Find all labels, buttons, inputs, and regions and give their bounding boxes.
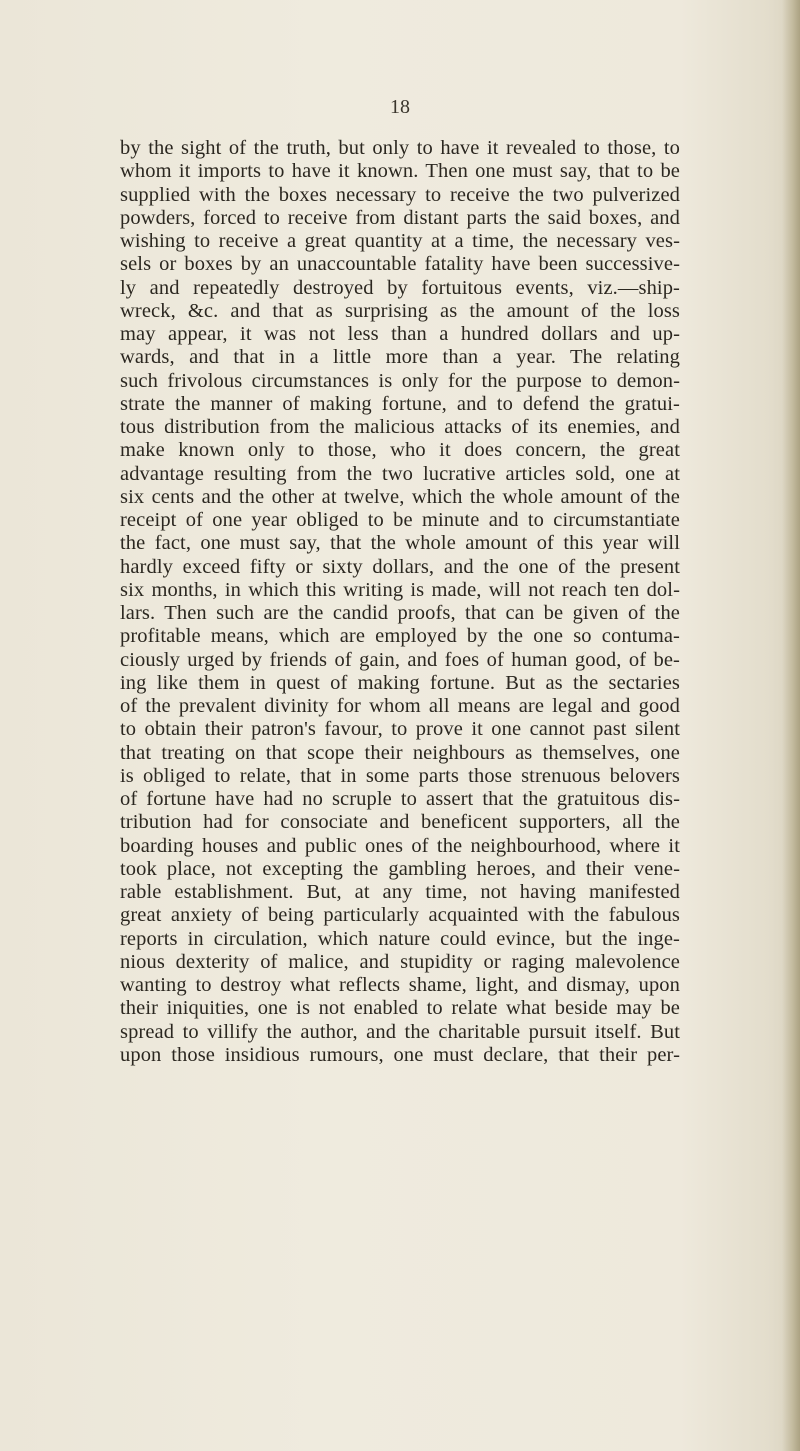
text-line: of fortune have had no scruple to assert that the gratuitous dis- [120,788,680,810]
text-line: wreck, &c. and that as surprising as the amount of the loss [120,299,680,322]
text-line: whom it imports to have it known. Then one must say, that to be [120,160,680,183]
body-text [120,137,680,1067]
text-line: make known only to those, who it does concern, the great [120,439,680,462]
text-line: wanting to destroy what reflects shame, light, and dismay, upon [120,974,680,996]
text-line: powders, forced to receive from distant parts the said boxes, and [120,206,680,229]
text-line: ciously urged by friends of gain, and foes of human good, of be- [120,648,680,671]
text-line: strate the manner of making fortune, and to defend the gratui- [120,392,680,415]
text-line: supplied with the boxes necessary to receive the two pulverized [120,183,680,206]
text-line: tous distribution from the malicious attacks of its enemies, and [120,416,680,438]
text-line: that treating on that scope their neighbours as themselves, one [120,741,680,764]
text-line: six months, in which this writing is made, will not reach ten dol- [120,578,680,601]
text-line: wards, and that in a little more than a year. The relating [120,346,680,369]
text-line: is obliged to relate, that in some parts those strenuous belovers [120,764,680,787]
page-number: 18 [390,96,410,118]
text-line: profitable means, which are employed by the one so contuma- [120,625,680,648]
text-line: took place, not excepting the gambling heroes, and their vene- [120,857,680,880]
text-line: the fact, one must say, that the whole amount of this year will [120,532,680,555]
text-line: may appear, it was not less than a hundred dollars and up- [120,323,680,345]
text-line: six cents and the other at twelve, which the whole amount of the [120,485,680,508]
text-line: lars. Then such are the candid proofs, that can be given of the [120,602,680,624]
text-line: by the sight of the truth, but only to have it revealed to those, to [120,137,680,159]
text-line: ing like them in quest of making fortune. But as the sectaries [120,671,680,694]
text-line: advantage resulting from the two lucrative articles sold, one at [120,462,680,485]
page-edge-shadow [782,0,800,1451]
text-line: such frivolous circumstances is only for the purpose to demon- [120,369,680,392]
text-line: nious dexterity of malice, and stupidity or raging malevolence [120,950,680,973]
text-line: receipt of one year obliged to be minute and to circumstantiate [120,509,680,531]
text-line: wishing to receive a great quantity at a time, the necessary ves- [120,230,680,252]
text-line: great anxiety of being particularly acquainted with the fabulous [120,904,680,927]
text-line: tribution had for consociate and beneficent supporters, all the [120,811,680,834]
text-line: ly and repeatedly destroyed by fortuitous events, viz.—ship- [120,276,680,299]
text-line: hardly exceed fifty or sixty dollars, and the one of the present [120,555,680,578]
text-line: reports in circulation, which nature could evince, but the inge- [120,927,680,950]
text-line: to obtain their patron's favour, to prove it one cannot past silent [120,718,680,741]
text-line: sels or boxes by an unaccountable fatality have been successive- [120,253,680,276]
text-line: upon those insidious rumours, one must declare, that their per- [120,1043,680,1066]
text-line: boarding houses and public ones of the neighbourhood, where it [120,834,680,857]
text-line: of the prevalent divinity for whom all means are legal and good [120,695,680,717]
text-line: their iniquities, one is not enabled to relate what beside may be [120,997,680,1020]
text-line: spread to villify the author, and the charitable pursuit itself. But [120,1020,680,1043]
text-line: rable establishment. But, at any time, not having manifested [120,881,680,903]
